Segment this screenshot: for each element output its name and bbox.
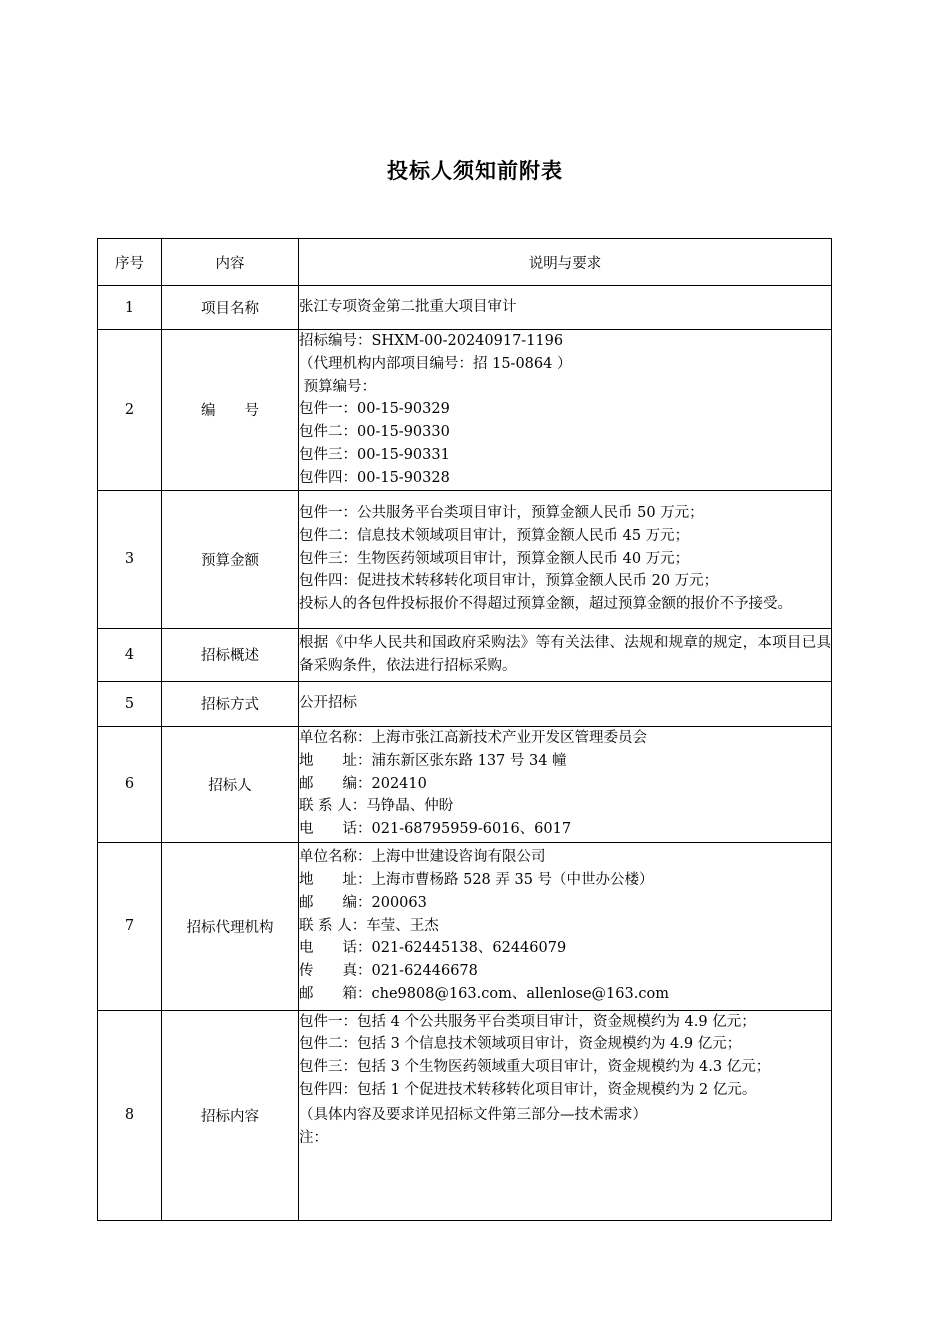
row-number: 4 [98,628,162,681]
header-content: 内容 [162,239,299,286]
description-line: 电 话：021-62445138、62446079 [299,940,567,957]
description-line: 包件四：00-15-90328 [299,469,450,486]
description-line: 传 真：021-62446678 [299,963,478,980]
description-line: 包件四：促进技术转移转化项目审计，预算金额人民币 20 万元； [299,573,719,590]
description-line: 电 话：021-68795959-6016、6017 [299,821,572,838]
row-number: 1 [98,286,162,330]
description-line: 包件四：包括 1 个促进技术转移转化项目审计，资金规模约为 2 亿元。 [299,1081,757,1098]
description-line: 联 系 人：车莹、王杰 [299,917,439,934]
row-number: 2 [98,330,162,491]
description-line: 张江专项资金第二批重大项目审计 [299,299,517,316]
header-no: 序号 [98,239,162,286]
description-line: 包件三：生物医药领域项目审计，预算金额人民币 40 万元； [299,550,690,567]
row-item-name: 预算金额 [162,490,299,628]
description-line: 地 址：浦东新区张东路 137 号 34 幢 [299,752,567,769]
row-item-name: 招标人 [162,726,299,842]
header-desc: 说明与要求 [299,239,832,286]
description-line: 单位名称：上海中世建设咨询有限公司 [299,849,546,866]
description-line: 投标人的各包件投标报价不得超过预算金额，超过预算金额的报价不予接受。 [299,596,792,613]
row-description [299,681,832,726]
table-row [98,330,832,491]
row-description [299,1010,832,1220]
table-header-row [98,239,832,286]
row-description [299,286,832,330]
row-description [299,628,832,681]
description-line: 包件三：包括 3 个生物医药领域重大项目审计，资金规模约为 4.3 亿元； [299,1059,771,1076]
document-title: 投标人须知前附表 [387,159,563,183]
row-item-name: 招标内容 [162,1010,299,1220]
description-line: 招标编号：SHXM-00-20240917-1196 [299,333,564,349]
instructions-table [97,238,832,1221]
description-line: 邮 编：202410 [299,775,427,792]
description-line: 根据《中华人民共和国政府采购法》等有关法律、法规和规章的规定，本项目已具备采购条件，依法进行招标采购。 [299,634,831,674]
description-line: 包件二：00-15-90330 [299,424,450,441]
table-row [98,842,832,1010]
description-line: 包件二：信息技术领域项目审计，预算金额人民币 45 万元； [299,527,690,544]
row-number: 7 [98,842,162,1010]
description-line: 邮 箱：che9808@163.com、allenlose@163.com [299,986,669,1003]
table-row [98,681,832,726]
description-line: 公开招标 [299,695,357,712]
table-row [98,286,832,330]
table-row [98,1010,832,1220]
row-item-name: 招标概述 [162,628,299,681]
description-line: 包件一：包括 4 个公共服务平台类项目审计，资金规模约为 4.9 亿元； [299,1013,756,1030]
row-description [299,726,832,842]
description-line: 联 系 人：马铮晶、仲盼 [299,798,454,815]
description-line: 单位名称：上海市张江高新技术产业开发区管理委员会 [299,730,647,747]
description-line: 预算编号： [299,378,377,395]
description-line: （代理机构内部项目编号：招 15-0864 ） [299,355,572,372]
row-number: 5 [98,681,162,726]
description-line: 邮 编：200063 [299,894,427,911]
table-row [98,628,832,681]
row-number: 3 [98,490,162,628]
row-item-name: 项目名称 [162,286,299,330]
description-line: 包件三：00-15-90331 [299,446,450,463]
description-line: （具体内容及要求详见招标文件第三部分—技术需求） [299,1106,647,1123]
row-number: 6 [98,726,162,842]
row-number: 8 [98,1010,162,1220]
description-line: 包件一：公共服务平台类项目审计，预算金额人民币 50 万元； [299,505,704,522]
row-item-name: 编 号 [162,330,299,491]
table-row [98,726,832,842]
description-line: 地 址：上海市曹杨路 528 弄 35 号（中世办公楼） [299,872,654,889]
table-row [98,490,832,628]
row-description [299,490,832,628]
row-description [299,842,832,1010]
description-line: 注： [299,1129,328,1146]
row-item-name: 招标代理机构 [162,842,299,1010]
row-item-name: 招标方式 [162,681,299,726]
row-description [299,330,832,491]
description-line: 包件一：00-15-90329 [299,401,450,418]
description-line: 包件二：包括 3 个信息技术领域项目审计，资金规模约为 4.9 亿元； [299,1036,742,1053]
